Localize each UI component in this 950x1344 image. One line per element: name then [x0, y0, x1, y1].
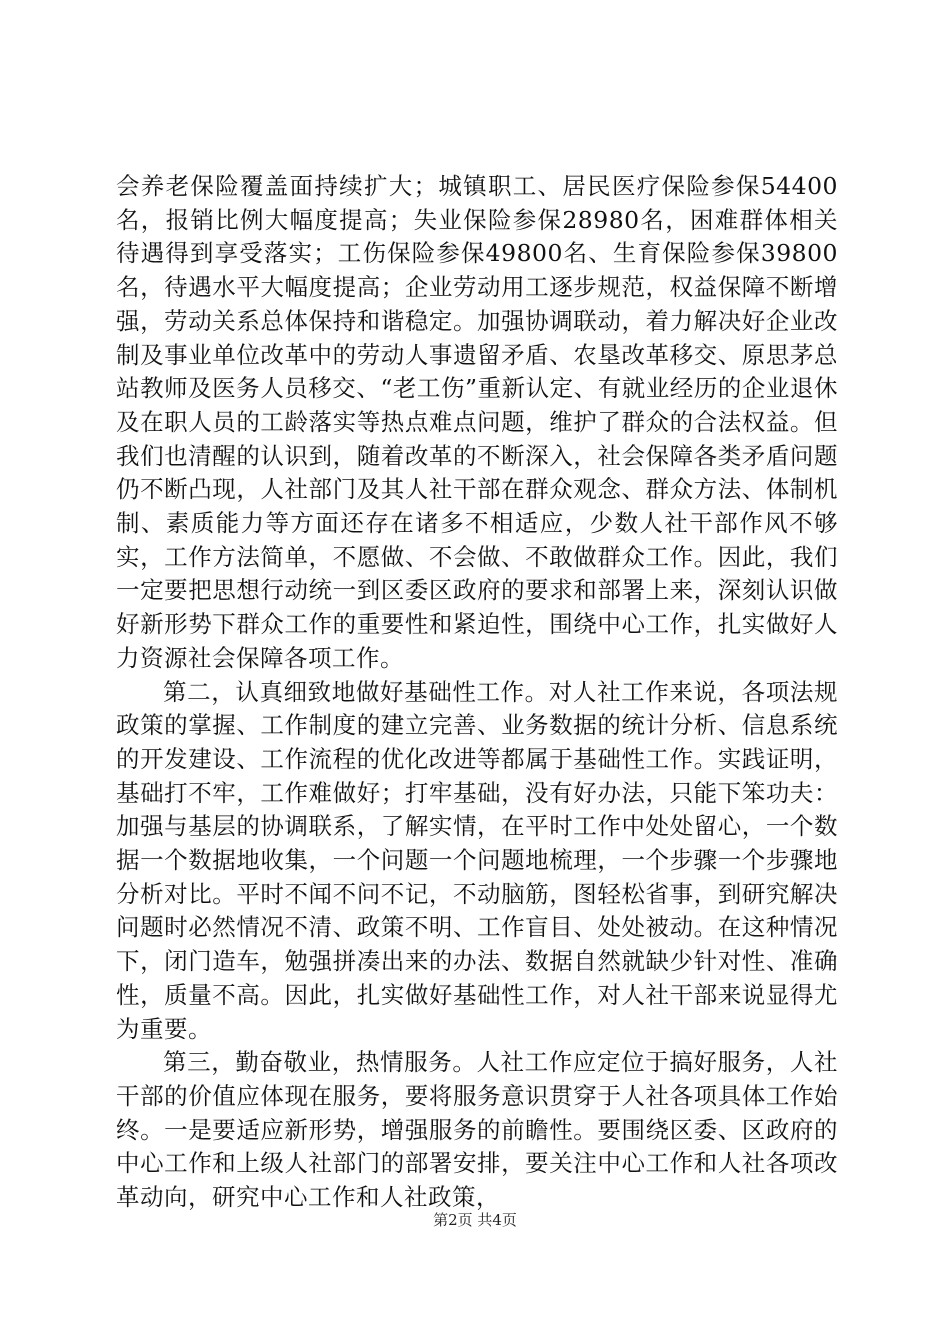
paragraph-1: 会养老保险覆盖面持续扩大；城镇职工、居民医疗保险参保54400名，报销比例大幅度提高；失业保险参保28980名，困难群体相关待遇得到享受落实；工伤保险参保49800名、生育保险参保39800名，待遇水平大幅度提高；企业劳动用工逐步规范，权益保障不断增强，劳动关系总体保持和谐稳定。加强协调联动，着力解决好企业改制及事业单位改革中的劳动人事遗留矛盾、农垦改革移交、原思茅总站教师及医务人员移交、“老工伤”重新认定、有就业经历的企业退休及在职人员的工龄落实等热点难点问题，维护了群众的合法权益。但我们也清醒的认识到，随着改革的不断深入，社会保障各类矛盾问题仍不断凸现，人社部门及其人社干部在群众观念、群众方法、体制机制、素质能力等方面还存在诸多不相适应，少数人社干部作风不够实，工作方法简单，不愿做、不会做、不敢做群众工作。因此，我们一定要把思想行动统一到区委区政府的要求和部署上来，深刻认识做好新形势下群众工作的重要性和紧迫性，围绕中心工作，扎实做好人力资源社会保障各项工作。	[116, 172, 838, 672]
paragraph-3: 第三，勤奋敬业，热情服务。人社工作应定位于搞好服务，人社干部的价值应体现在服务，要将服务意识贯穿于人社各项具体工作始终。一是要适应新形势，增强服务的前瞻性。要围绕区委、区政府的中心工作和上级人社部门的部署安排，要关注中心工作和人社各项改革动向，研究中心工作和人社政策，	[116, 1048, 838, 1212]
document-body	[116, 170, 838, 1215]
page-footer: 第2页 共4页	[433, 1211, 517, 1229]
paragraph-2: 第二，认真细致地做好基础性工作。对人社工作来说，各项法规政策的掌握、工作制度的建立完善、业务数据的统计分析、信息系统的开发建设、工作流程的优化改进等都属于基础性工作。实践证明，基础打不牢，工作难做好；打牢基础，没有好办法，只能下笨功夫：加强与基层的协调联系，了解实情，在平时工作中处处留心，一个数据一个数据地收集，一个问题一个问题地梳理，一个步骤一个步骤地分析对比。平时不闻不问不记，不动脑筋，图轻松省事，到研究解决问题时必然情况不清、政策不明、工作盲目、处处被动。在这种情况下，闭门造车，勉强拼凑出来的办法、数据自然就缺少针对性、准确性，质量不高。因此，扎实做好基础性工作，对人社干部来说显得尤为重要。	[116, 677, 838, 1043]
